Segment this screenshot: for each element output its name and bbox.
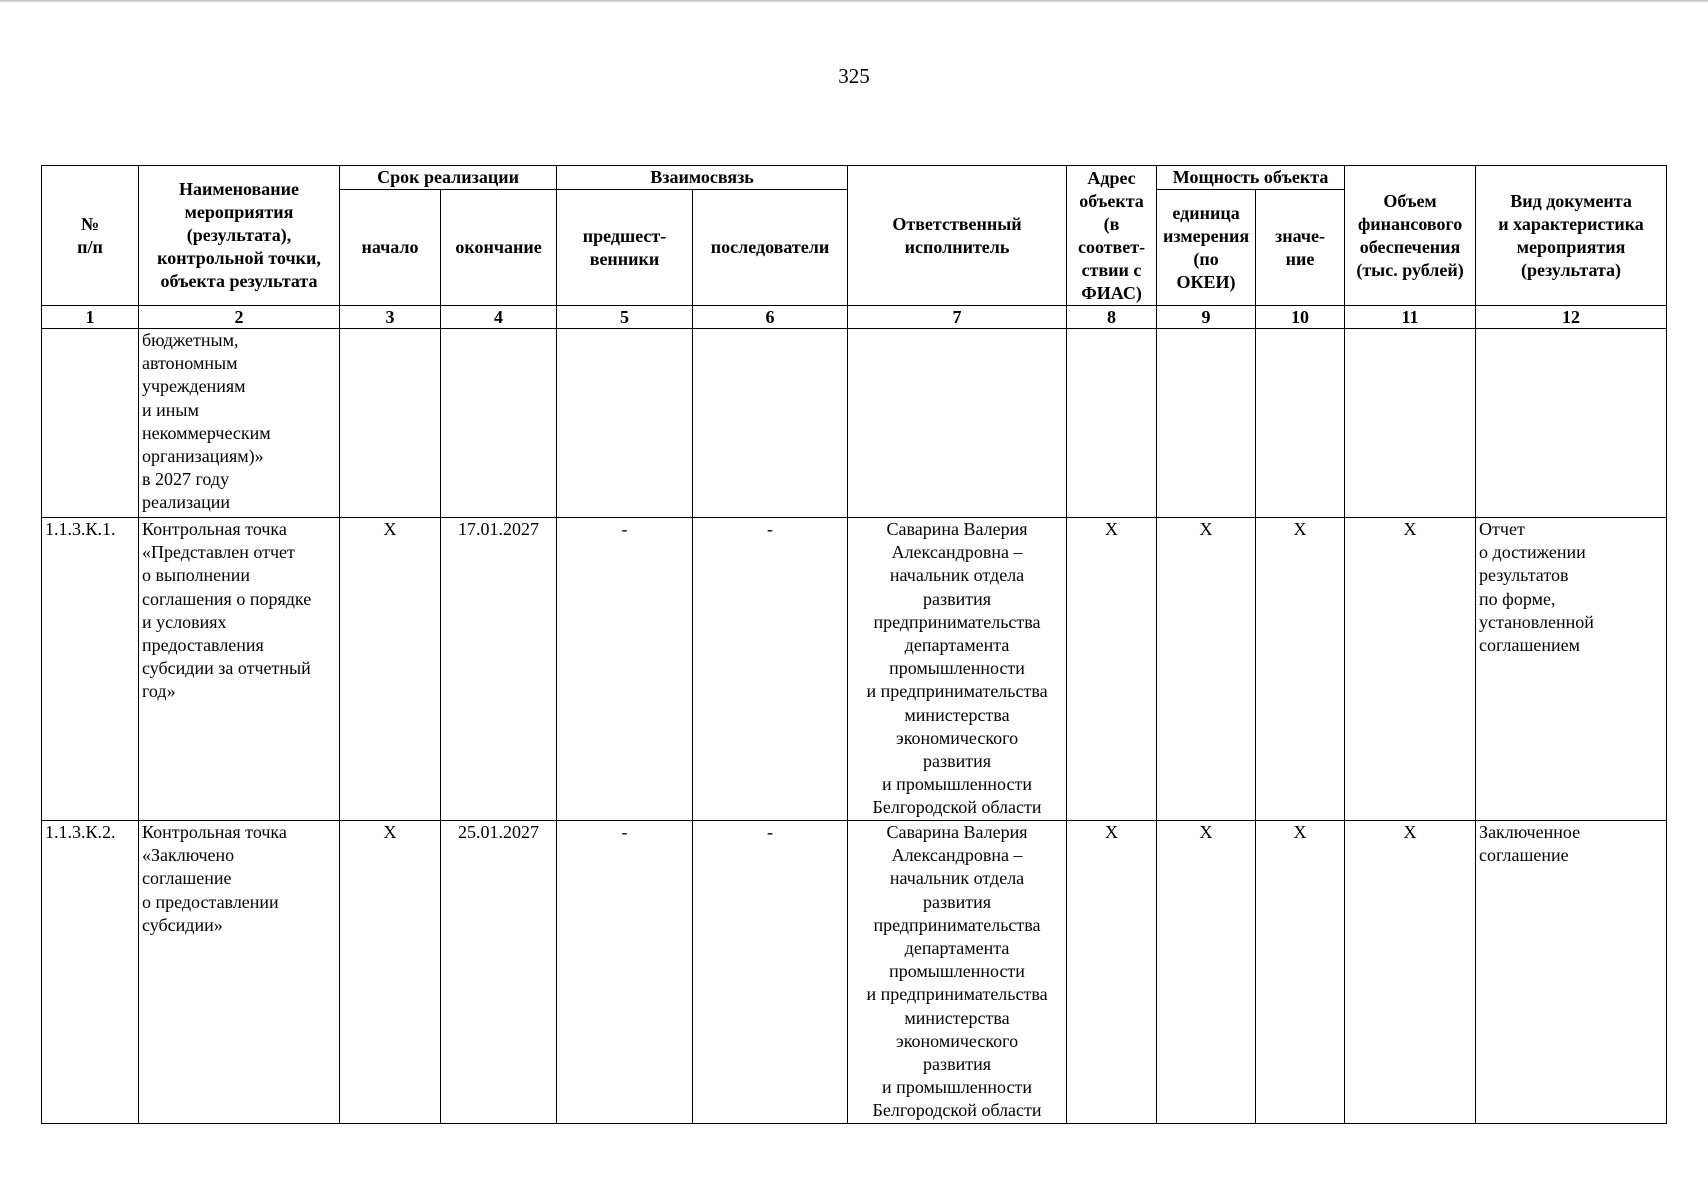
cell-end: 25.01.2027 [441, 821, 557, 1124]
cell-value [1256, 329, 1345, 518]
header-finance: Объем финансового обеспечения (тыс. рублей) [1345, 166, 1476, 306]
cell-name: бюджетным, автономным учреждениям и иным некоммерческим организациям)» в 2027 году реализации [139, 329, 340, 518]
column-number: 7 [848, 306, 1067, 329]
cell-doc: Заключенное соглашение [1476, 821, 1667, 1124]
cell-unit: X [1157, 821, 1256, 1124]
table-row [42, 821, 1667, 1124]
column-number: 9 [1157, 306, 1256, 329]
cell-address [1067, 329, 1157, 518]
column-number: 3 [340, 306, 441, 329]
header-capacity-unit: единица измерения (по ОКЕИ) [1157, 190, 1256, 306]
cell-finance: X [1345, 518, 1476, 821]
cell-doc [1476, 329, 1667, 518]
table-row [42, 329, 1667, 518]
header-term-end: окончание [441, 190, 557, 306]
column-number: 8 [1067, 306, 1157, 329]
header-responsible: Ответственный исполнитель [848, 166, 1067, 306]
cell-pred: - [557, 518, 693, 821]
cell-responsible: Саварина Валерия Александровна – начальник отдела развития предпринимательства департамента промышленности и предпринимательства министерства экономического развития и промышленности Белгородской области [848, 821, 1067, 1124]
column-number: 12 [1476, 306, 1667, 329]
cell-responsible: Саварина Валерия Александровна – начальник отдела развития предпринимательства департамента промышленности и предпринимательства министерства экономического развития и промышленности Белгородской области [848, 518, 1067, 821]
header-link-group: Взаимосвязь [557, 166, 848, 190]
cell-responsible [848, 329, 1067, 518]
header-capacity-value: значе- ние [1256, 190, 1345, 306]
cell-end: 17.01.2027 [441, 518, 557, 821]
cell-doc: Отчет о достижении результатов по форме, установленной соглашением [1476, 518, 1667, 821]
cell-start: X [340, 821, 441, 1124]
cell-unit: X [1157, 518, 1256, 821]
cell-address: X [1067, 518, 1157, 821]
cell-finance: X [1345, 821, 1476, 1124]
header-address: Адрес объекта (в соответ- ствии с ФИАС) [1067, 166, 1157, 306]
column-number: 10 [1256, 306, 1345, 329]
cell-num: 1.1.3.К.2. [42, 821, 139, 1124]
cell-pred: - [557, 821, 693, 1124]
cell-num [42, 329, 139, 518]
column-number: 2 [139, 306, 340, 329]
column-number: 6 [693, 306, 848, 329]
cell-name: Контрольная точка «Представлен отчет о выполнении соглашения о порядке и условиях предоставления субсидии за отчетный год» [139, 518, 340, 821]
header-num: № п/п [42, 166, 139, 306]
cell-succ [693, 329, 848, 518]
header-term-start: начало [340, 190, 441, 306]
plan-table [41, 165, 1667, 1124]
scan-top-edge [0, 0, 1708, 3]
header-term-group: Срок реализации [340, 166, 557, 190]
cell-start [340, 329, 441, 518]
column-number: 1 [42, 306, 139, 329]
cell-pred [557, 329, 693, 518]
header-name: Наименование мероприятия (результата), контрольной точки, объекта результата [139, 166, 340, 306]
cell-address: X [1067, 821, 1157, 1124]
cell-value: X [1256, 518, 1345, 821]
page-number: 325 [838, 64, 870, 88]
column-number: 11 [1345, 306, 1476, 329]
column-number: 5 [557, 306, 693, 329]
cell-succ: - [693, 821, 848, 1124]
cell-start: X [340, 518, 441, 821]
cell-unit [1157, 329, 1256, 518]
cell-finance [1345, 329, 1476, 518]
header-capacity-group: Мощность объекта [1157, 166, 1345, 190]
header-doc: Вид документа и характеристика мероприятия (результата) [1476, 166, 1667, 306]
column-number: 4 [441, 306, 557, 329]
header-link-succ: последователи [693, 190, 848, 306]
cell-succ: - [693, 518, 848, 821]
header-link-pred: предшест- венники [557, 190, 693, 306]
cell-num: 1.1.3.К.1. [42, 518, 139, 821]
cell-value: X [1256, 821, 1345, 1124]
cell-name: Контрольная точка «Заключено соглашение о предоставлении субсидии» [139, 821, 340, 1124]
cell-end [441, 329, 557, 518]
table-row [42, 518, 1667, 821]
